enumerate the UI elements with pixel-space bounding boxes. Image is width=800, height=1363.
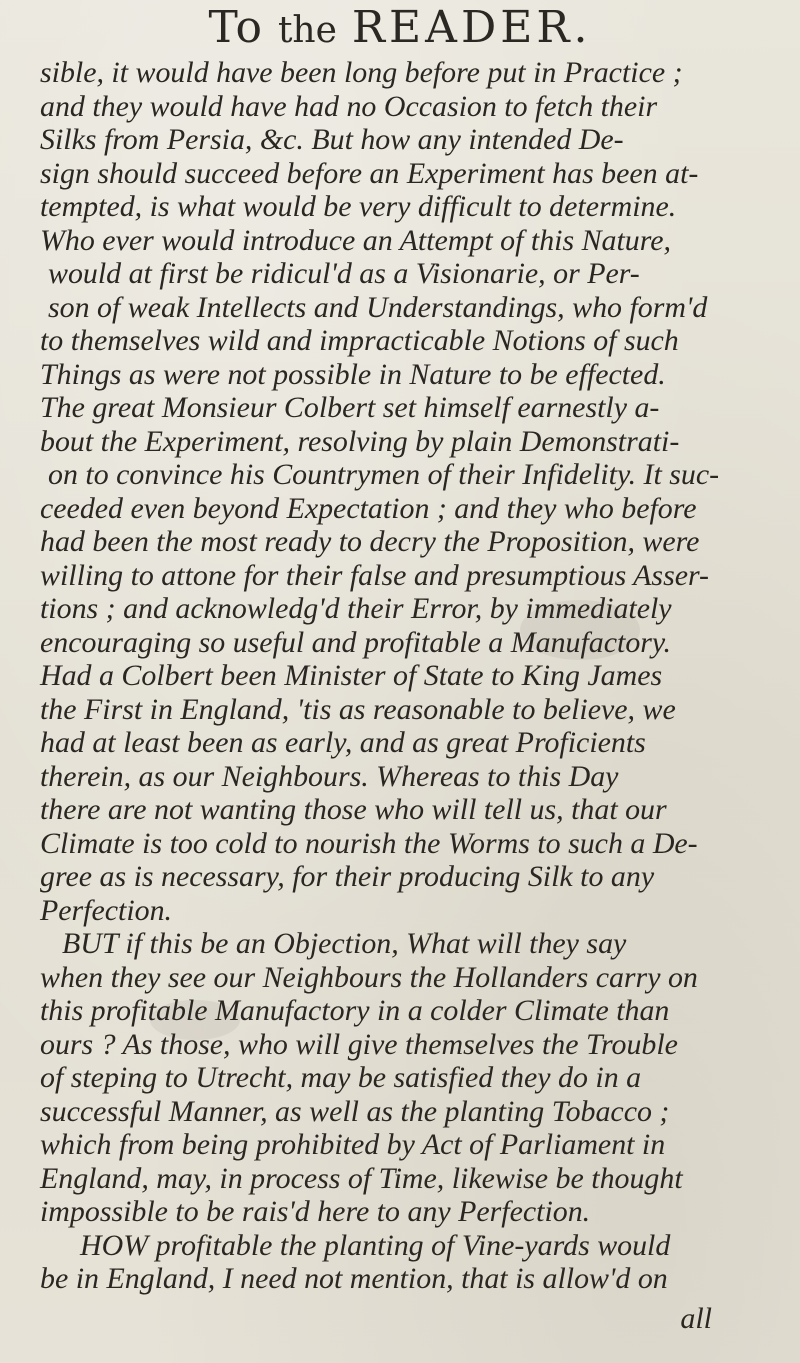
text-line: of steping to Utrecht, may be satisfied they do in a <box>40 1061 642 1094</box>
text-line: England, may, in process of Time, likewise be thought <box>40 1161 683 1195</box>
text-line: this profitable Manufactory in a colder Climate than <box>40 994 670 1027</box>
text-line: to themselves wild and impracticable Notions of such <box>40 324 679 357</box>
text-line: the First in England, 'tis as reasonable to believe, we <box>40 692 676 726</box>
text-line: had been the most ready to decry the Proposition, were <box>40 525 700 558</box>
running-head <box>0 2 800 57</box>
text-line: on to convince his Countrymen of their Infidelity. It suc- <box>48 458 720 491</box>
text-line: Climate is too cold to nourish the Worms to such a De- <box>40 826 698 860</box>
text-line: Things as were not possible in Nature to be effected. <box>40 357 666 391</box>
text-line: ceeded even beyond Expectation ; and they who before <box>40 491 697 525</box>
running-head-reader: READER. <box>351 2 592 53</box>
text-line: sign should succeed before an Experiment has been at- <box>40 156 699 190</box>
text-line: Who ever would introduce an Attempt of this Nature, <box>40 223 672 257</box>
text-line: would at first be ridicul'd as a Visionarie, or Per- <box>48 257 640 290</box>
text-line: therein, as our Neighbours. Whereas to this Day <box>40 759 619 793</box>
text-line: Silks from Persia, &c. But how any intended De- <box>40 123 624 156</box>
text-line: when they see our Neighbours the Hollanders carry on <box>40 960 698 994</box>
text-line: son of weak Intellects and Understandings, who form'd <box>48 290 708 324</box>
text-line: there are not wanting those who will tell us, that our <box>40 793 667 826</box>
text-line: Had a Colbert been Minister of State to King James <box>40 659 663 692</box>
text-line: HOW profitable the planting of Vine-yards would <box>80 1228 671 1262</box>
text-line: which from being prohibited by Act of Parliament in <box>40 1128 666 1161</box>
text-line: Perfection. <box>40 893 173 927</box>
text-line: and they would have had no Occasion to fetch their <box>40 89 658 123</box>
text-line: willing to attone for their false and presumptious Asser- <box>40 558 709 592</box>
catchword: all <box>680 1302 712 1335</box>
running-head-to: To <box>208 2 263 53</box>
text-line: be in England, I need not mention, that is allow'd on <box>40 1262 668 1295</box>
text-line: sible, it would have been long before put in Practice ; <box>40 56 683 89</box>
text-line: had at least been as early, and as great Proficients <box>40 726 646 759</box>
running-head-the: the <box>277 10 337 51</box>
text-line: impossible to be rais'd here to any Perfection. <box>40 1195 591 1228</box>
text-line: tions ; and acknowledg'd their Error, by immediately <box>40 592 672 625</box>
text-line: encouraging so useful and profitable a Manufactory. <box>40 625 672 659</box>
text-line: gree as is necessary, for their producing Silk to any <box>40 860 655 893</box>
text-line: bout the Experiment, resolving by plain Demonstrati- <box>40 424 680 458</box>
text-line: successful Manner, as well as the planting Tobacco ; <box>40 1094 670 1128</box>
text-line: BUT if this be an Objection, What will they say <box>62 927 627 960</box>
body-text <box>40 56 790 1296</box>
text-line: ours ? As those, who will give themselves the Trouble <box>40 1027 678 1061</box>
text-line: tempted, is what would be very difficult to determine. <box>40 190 677 223</box>
text-line: The great Monsieur Colbert set himself earnestly a- <box>40 391 660 424</box>
